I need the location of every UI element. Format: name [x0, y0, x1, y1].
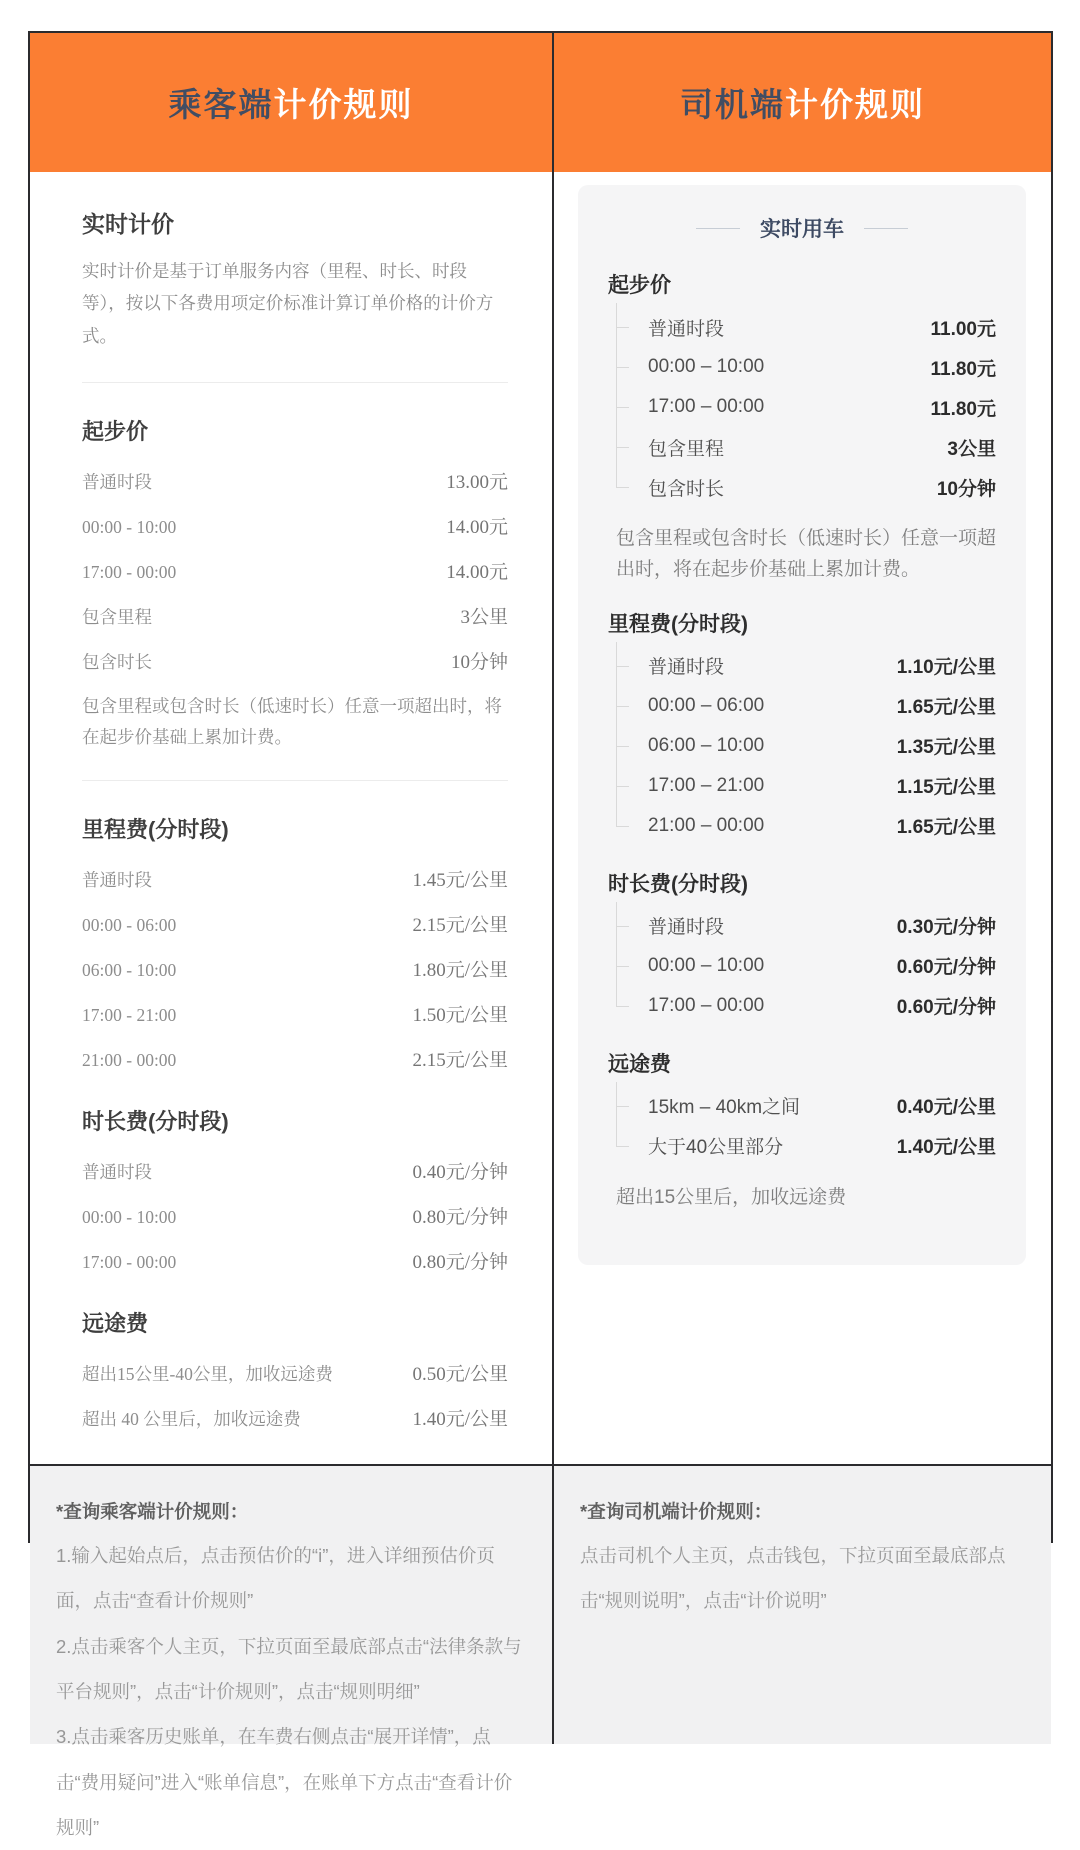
- fee-value: 1.10元/公里: [896, 657, 996, 679]
- footer-note-title: *查询乘客端计价规则：: [56, 1501, 249, 1523]
- fee-value: 0.80元/分钟: [412, 1207, 508, 1229]
- fee-value: 0.60元/分钟: [896, 997, 996, 1019]
- driver-footer-note: [554, 1464, 1051, 1744]
- title-dash-left: [696, 228, 740, 229]
- driver-pricing-card: [578, 185, 1026, 1265]
- fee-value: 10分钟: [936, 478, 996, 500]
- section-heading: 里程费(分时段): [82, 817, 229, 843]
- section-heading: 里程费(分时段): [608, 612, 748, 636]
- fee-row: [648, 646, 996, 686]
- section-note: 包含里程或包含时长（低速时长）任意一项超出时，将在起步价基础上累加计费。: [82, 696, 502, 747]
- footer-note-line: 1.输入起始点后，点击预估价的“i”，进入详细预估价页面，点击“查看计价规则”: [56, 1545, 495, 1612]
- fee-label: 超出15公里-40公里，加收远途费: [82, 1364, 333, 1385]
- driver-header-title: [680, 79, 925, 126]
- fee-label: 17:00 – 00:00: [648, 396, 765, 417]
- fee-row: [82, 1036, 508, 1081]
- fee-label: 17:00 – 21:00: [648, 774, 765, 796]
- fee-value: 14.00元: [446, 517, 508, 539]
- title-dash-right: [864, 228, 908, 229]
- fee-value: 3公里: [460, 607, 508, 629]
- fee-row: [648, 946, 996, 986]
- fee-value: 1.65元/公里: [896, 697, 996, 719]
- fee-row: [82, 1148, 508, 1193]
- passenger-title-prefix: 乘客端: [168, 86, 274, 123]
- section-heading: 远途费: [608, 1052, 671, 1076]
- fee-row: [82, 593, 508, 638]
- fee-value: 1.35元/公里: [896, 737, 996, 759]
- fee-row: [82, 1350, 508, 1395]
- fee-label: 00:00 – 10:00: [648, 356, 765, 377]
- fee-value: 11.00元: [930, 318, 996, 340]
- fee-label: 17:00 - 00:00: [82, 562, 177, 583]
- fee-row: [648, 686, 996, 726]
- fee-label: 17:00 - 00:00: [82, 1252, 177, 1273]
- divider: [82, 780, 508, 781]
- passenger-time-fee-section: [82, 1105, 508, 1283]
- fee-row: [648, 387, 996, 427]
- fee-row: [648, 347, 996, 387]
- passenger-header-title: [169, 79, 414, 126]
- fee-label: 00:00 – 06:00: [648, 694, 765, 716]
- fee-value: 1.15元/公里: [896, 777, 996, 799]
- fee-value: 2.15元/公里: [412, 915, 508, 937]
- fee-label: 包含里程: [648, 438, 725, 460]
- fee-label: 21:00 – 00:00: [648, 814, 765, 836]
- fee-row: [648, 986, 996, 1026]
- fee-row: [82, 856, 508, 901]
- fee-value: 13.00元: [446, 472, 508, 494]
- fee-value: 1.45元/公里: [412, 870, 508, 892]
- fee-value: 1.65元/公里: [896, 817, 996, 839]
- fee-tree: [616, 1086, 996, 1166]
- driver-long-distance-fee-section: [608, 1048, 996, 1213]
- fee-row: [82, 503, 508, 548]
- fee-value: 11.80元: [930, 398, 996, 420]
- driver-header-cell: [554, 33, 1051, 172]
- section-heading: 时长费(分时段): [82, 1109, 229, 1135]
- realtime-pricing-description: 实时计价是基于订单服务内容（里程、时长、时段等），按以下各费用项定价标准计算订单价格的计价方式。: [82, 261, 494, 346]
- fee-row: [648, 766, 996, 806]
- fee-row: [82, 946, 508, 991]
- fee-value: 14.00元: [446, 562, 508, 584]
- fee-row: [82, 1395, 508, 1440]
- driver-time-fee-section: [608, 868, 996, 1026]
- passenger-title-suffix: 计价规则: [273, 86, 414, 123]
- fee-label: 17:00 - 21:00: [82, 1005, 177, 1026]
- driver-base-fare-section: [608, 269, 996, 586]
- fee-tree: [616, 646, 996, 846]
- fee-label: 包含时长: [82, 652, 152, 673]
- fee-value: 1.40元/公里: [412, 1409, 508, 1431]
- fee-row: [648, 726, 996, 766]
- fee-label: 普通时段: [648, 657, 725, 679]
- pricing-rules-sheet: [28, 31, 1053, 1838]
- fee-label: 00:00 - 06:00: [82, 915, 177, 936]
- passenger-panel: [30, 172, 554, 1464]
- driver-panel: [554, 172, 1051, 1464]
- passenger-header-cell: [30, 33, 554, 172]
- passenger-distance-fee-section: [82, 813, 508, 1081]
- fee-row: [648, 1126, 996, 1166]
- fee-value: 1.80元/公里: [412, 960, 508, 982]
- fee-label: 包含时长: [648, 478, 725, 500]
- fee-label: 普通时段: [648, 318, 725, 340]
- fee-value: 0.60元/分钟: [896, 957, 996, 979]
- fee-label: 06:00 – 10:00: [648, 734, 765, 756]
- fee-label: 超出 40 公里后，加收远途费: [82, 1409, 301, 1430]
- passenger-long-distance-fee-section: [82, 1307, 508, 1440]
- realtime-pricing-heading: 实时计价: [82, 211, 174, 237]
- divider: [82, 382, 508, 383]
- fee-label: 普通时段: [648, 917, 725, 939]
- passenger-base-fare-section: [82, 415, 508, 781]
- fee-label: 普通时段: [82, 1162, 152, 1183]
- driver-title-prefix: 司机端: [680, 86, 785, 123]
- fee-value: 0.40元/公里: [896, 1097, 996, 1119]
- fee-value: 2.15元/公里: [412, 1050, 508, 1072]
- fee-label: 06:00 - 10:00: [82, 960, 177, 981]
- fee-row: [648, 906, 996, 946]
- footer-note-line: 3.点击乘客历史账单，在车费右侧点击“展开详情”，点击“费用疑问”进入“账单信息”，在账单下方点击“查看计价规则”: [56, 1726, 513, 1838]
- fee-value: 0.30元/分钟: [896, 917, 996, 939]
- section-heading: 时长费(分时段): [608, 872, 748, 896]
- section-note: 超出15公里后，加收远途费: [616, 1186, 847, 1208]
- fee-label: 15km – 40km之间: [648, 1097, 801, 1119]
- section-note: 包含里程或包含时长（低速时长）任意一项超出时，将在起步价基础上累加计费。: [616, 528, 997, 581]
- section-heading: 远途费: [82, 1311, 149, 1337]
- passenger-footer-note: [30, 1464, 554, 1838]
- realtime-ride-card-title: [608, 213, 996, 243]
- fee-value: 0.40元/分钟: [412, 1162, 508, 1184]
- fee-value: 3公里: [947, 438, 996, 460]
- fee-label: 00:00 – 10:00: [648, 954, 765, 976]
- footer-note-line: 2.点击乘客个人主页，下拉页面至最底部点击“法律条款与平台规则”，点击“计价规则”，点击“规则明细”: [56, 1635, 522, 1702]
- fee-row: [82, 991, 508, 1036]
- footer-note-title: *查询司机端计价规则：: [580, 1501, 773, 1523]
- fee-row: [82, 901, 508, 946]
- fee-label: 大于40公里部分: [648, 1137, 784, 1159]
- fee-value: 0.50元/公里: [412, 1364, 508, 1386]
- section-heading: 起步价: [608, 274, 671, 297]
- card-title-text: 实时用车: [760, 218, 844, 241]
- fee-value: 0.80元/分钟: [412, 1252, 508, 1274]
- fee-value: 10分钟: [450, 652, 508, 674]
- section-heading: 起步价: [82, 419, 149, 445]
- fee-row: [82, 548, 508, 593]
- footer-note-line: 点击司机个人主页，点击钱包，下拉页面至最底部点击“规则说明”，点击“计价说明”: [580, 1545, 1006, 1612]
- fee-label: 21:00 - 00:00: [82, 1050, 177, 1071]
- fee-label: 17:00 – 00:00: [648, 994, 765, 1016]
- fee-label: 普通时段: [82, 472, 152, 493]
- fee-row: [648, 467, 996, 507]
- fee-label: 包含里程: [82, 607, 152, 628]
- fee-row: [82, 1238, 508, 1283]
- fee-value: 1.50元/公里: [412, 1005, 508, 1027]
- fee-row: [648, 806, 996, 846]
- fee-value: 1.40元/公里: [896, 1137, 996, 1159]
- fee-row: [82, 1193, 508, 1238]
- fee-label: 00:00 - 10:00: [82, 1207, 177, 1228]
- fee-row: [648, 1086, 996, 1126]
- fee-tree: [616, 307, 996, 507]
- driver-title-suffix: 计价规则: [785, 86, 925, 123]
- fee-tree: [616, 906, 996, 1026]
- driver-distance-fee-section: [608, 608, 996, 846]
- fee-row: [648, 307, 996, 347]
- fee-row: [82, 638, 508, 683]
- fee-value: 11.80元: [930, 358, 996, 380]
- fee-label: 普通时段: [82, 870, 152, 891]
- fee-row: [648, 427, 996, 467]
- fee-label: 00:00 - 10:00: [82, 517, 177, 538]
- fee-row: [82, 458, 508, 503]
